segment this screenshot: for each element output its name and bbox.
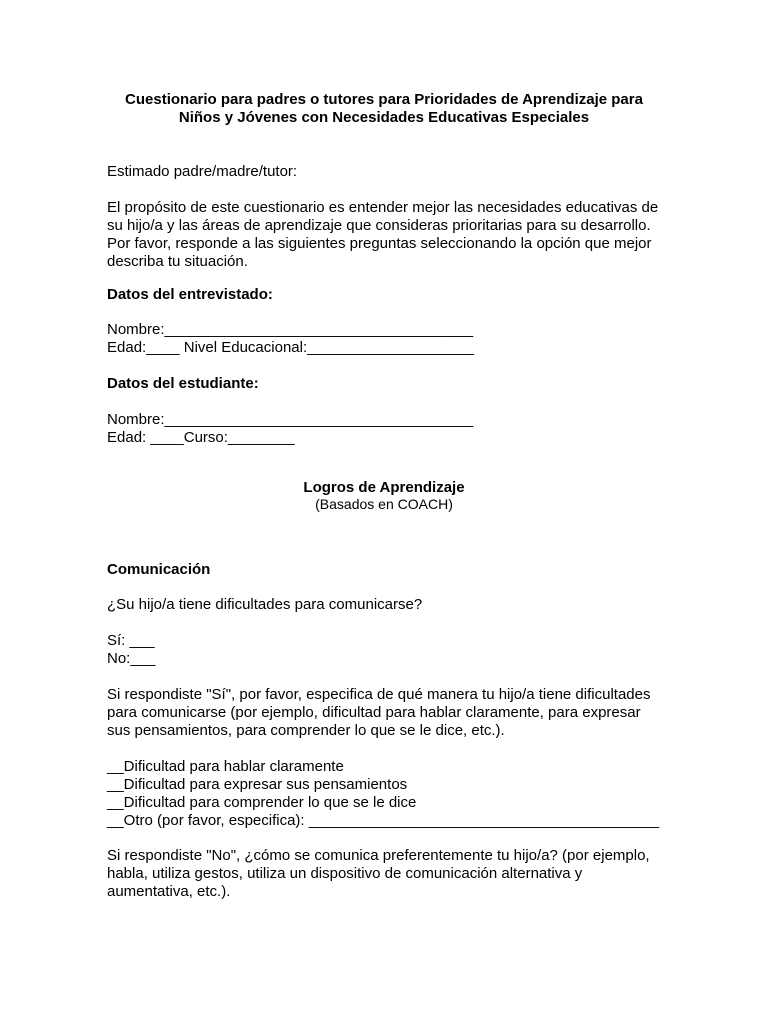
if-yes-line-1: Si respondiste "Sí", por favor, especifica de qué manera tu hijo/a tiene dificultades <box>107 686 651 703</box>
yes-no-answers <box>107 632 155 668</box>
if-no-line-1: Si respondiste "No", ¿cómo se comunica preferentemente tu hijo/a? (por ejemplo, <box>107 847 650 864</box>
option-speak-clearly[interactable]: __Dificultad para hablar claramente <box>107 758 344 775</box>
if-no-line-2: habla, utiliza gestos, utiliza un dispositivo de comunicación alternativa y <box>107 865 583 882</box>
communication-heading: Comunicación <box>107 561 211 578</box>
if-yes-line-2: para comunicarse (por ejemplo, dificultad para hablar claramente, para expresar <box>107 704 641 721</box>
no-answer-field[interactable]: No:___ <box>107 650 156 667</box>
intro-paragraph <box>107 199 658 271</box>
student-age-grade-field[interactable]: Edad: ____Curso:________ <box>107 429 295 446</box>
interviewee-age-education-field[interactable]: Edad:____ Nivel Educacional:____________________ <box>107 339 474 356</box>
achievements-heading: Logros de Aprendizaje <box>303 479 465 496</box>
title-line-1: Cuestionario para padres o tutores para Prioridades de Aprendizaje para <box>125 91 643 108</box>
if-yes-paragraph <box>107 686 650 740</box>
if-yes-line-3: sus pensamientos, para comprender lo que se le dice, etc.). <box>107 722 505 739</box>
student-heading: Datos del estudiante: <box>107 375 259 392</box>
interviewee-fields <box>107 321 474 357</box>
option-express-thoughts[interactable]: __Dificultad para expresar sus pensamientos <box>107 776 408 793</box>
difficulty-options <box>107 758 659 830</box>
if-no-paragraph <box>107 847 650 901</box>
intro-line-1: El propósito de este cuestionario es entender mejor las necesidades educativas de <box>107 199 659 216</box>
student-fields <box>107 411 473 447</box>
option-understand-speech[interactable]: __Dificultad para comprender lo que se le dice <box>107 794 417 811</box>
communication-question: ¿Su hijo/a tiene dificultades para comunicarse? <box>107 596 423 613</box>
interviewee-name-field[interactable]: Nombre:_____________________________________ <box>107 321 474 338</box>
student-name-field[interactable]: Nombre:_____________________________________ <box>107 411 474 428</box>
greeting: Estimado padre/madre/tutor: <box>107 163 298 180</box>
interviewee-heading: Datos del entrevistado: <box>107 286 273 303</box>
if-no-line-3: aumentativa, etc.). <box>107 883 231 900</box>
intro-line-3: Por favor, responde a las siguientes preguntas seleccionando la opción que mejor <box>107 235 652 252</box>
document-title <box>100 91 668 127</box>
option-other[interactable]: __Otro (por favor, especifica): __________________________________________ <box>107 812 660 829</box>
intro-line-4: describa tu situación. <box>107 253 248 270</box>
title-line-2: Niños y Jóvenes con Necesidades Educativas Especiales <box>178 109 590 126</box>
intro-line-2: su hijo/a y las áreas de aprendizaje que consideras prioritarias para su desarrollo. <box>107 217 651 234</box>
achievements-subheading: (Basados en COACH) <box>315 496 453 512</box>
yes-answer-field[interactable]: Sí: ___ <box>107 632 155 649</box>
